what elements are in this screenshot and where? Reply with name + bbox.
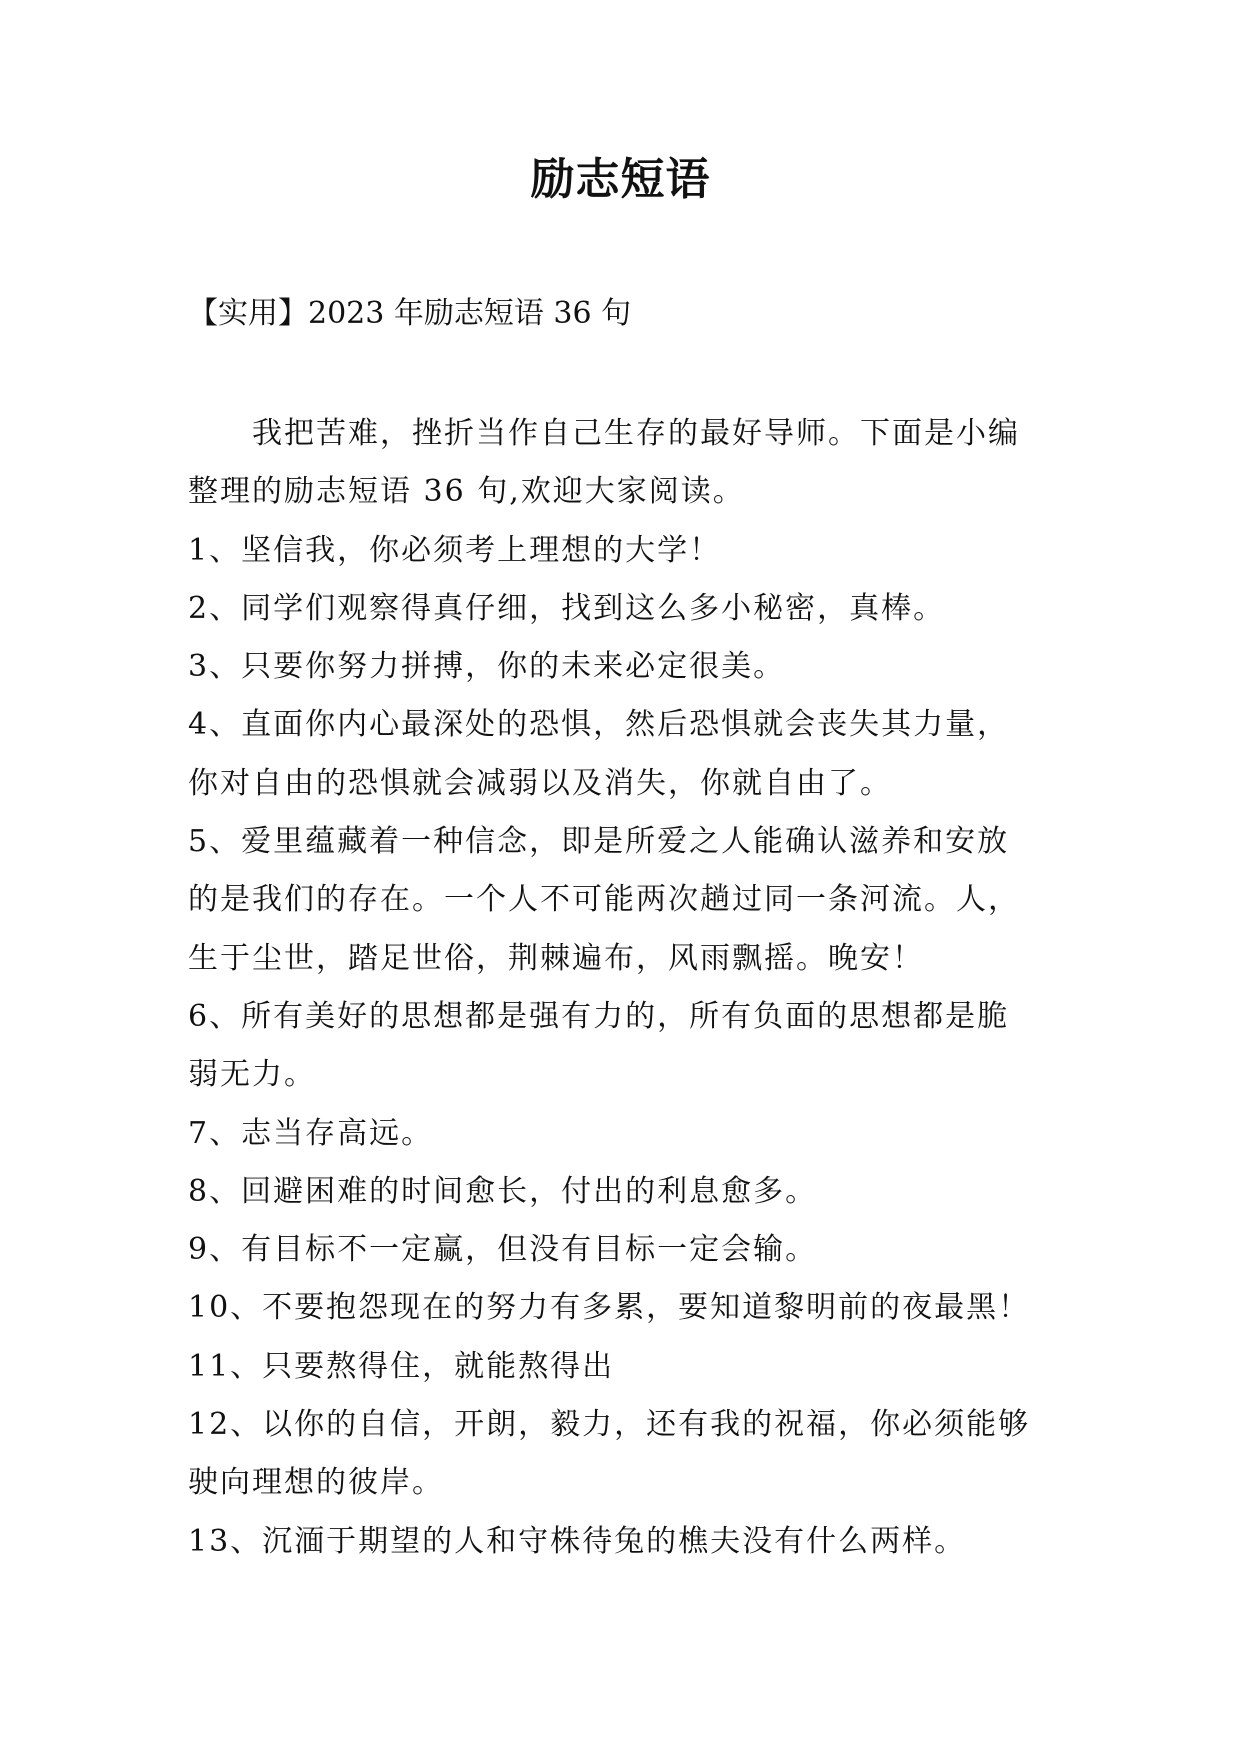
quote-8: 8、回避困难的时间愈长，付出的利息愈多。	[188, 1173, 818, 1209]
document-body	[188, 405, 1068, 1571]
intro-line-1: 我把苦难，挫折当作自己生存的最好导师。下面是小编	[252, 416, 1020, 451]
document-subtitle: 【实用】2023 年励志短语 36 句	[188, 296, 632, 331]
quote-9: 9、有目标不一定赢，但没有目标一定会输。	[188, 1232, 818, 1268]
quote-13: 13、沉湎于期望的人和守株待兔的樵夫没有什么两样。	[188, 1523, 967, 1559]
intro-line-2: 整理的励志短语 36 句,欢迎大家阅读。	[188, 474, 745, 510]
quote-11: 11、只要熬得住，就能熬得出	[188, 1348, 615, 1384]
quote-12-line-1: 12、以你的自信，开朗，毅力，还有我的祝福，你必须能够	[188, 1407, 1031, 1443]
quote-4-line-1: 4、直面你内心最深处的恐惧，然后恐惧就会丧失其力量，	[188, 707, 1010, 743]
quote-5-line-2: 的是我们的存在。一个人不可能两次趟过同一条河流。人，	[188, 882, 1020, 918]
quote-4-line-2: 你对自由的恐惧就会减弱以及消失，你就自由了。	[188, 765, 892, 801]
quote-6-line-2: 弱无力。	[188, 1057, 316, 1093]
quote-1: 1、坚信我，你必须考上理想的大学！	[188, 532, 722, 568]
quote-5-line-3: 生于尘世，踏足世俗，荆棘遍布，风雨飘摇。晚安！	[188, 940, 924, 976]
document-title: 励志短语	[530, 154, 711, 205]
quote-2: 2、同学们观察得真仔细，找到这么多小秘密，真棒。	[188, 590, 946, 626]
quote-5-line-1: 5、爱里蕴藏着一种信念，即是所爱之人能确认滋养和安放	[188, 824, 1010, 860]
quote-3: 3、只要你努力拼搏，你的未来必定很美。	[188, 649, 786, 685]
quote-10: 10、不要抱怨现在的努力有多累，要知道黎明前的夜最黑！	[188, 1290, 1031, 1326]
quote-7: 7、志当存高远。	[188, 1115, 434, 1151]
quote-6-line-1: 6、所有美好的思想都是强有力的，所有负面的思想都是脆	[188, 998, 1010, 1034]
quote-12-line-2: 驶向理想的彼岸。	[188, 1465, 444, 1501]
